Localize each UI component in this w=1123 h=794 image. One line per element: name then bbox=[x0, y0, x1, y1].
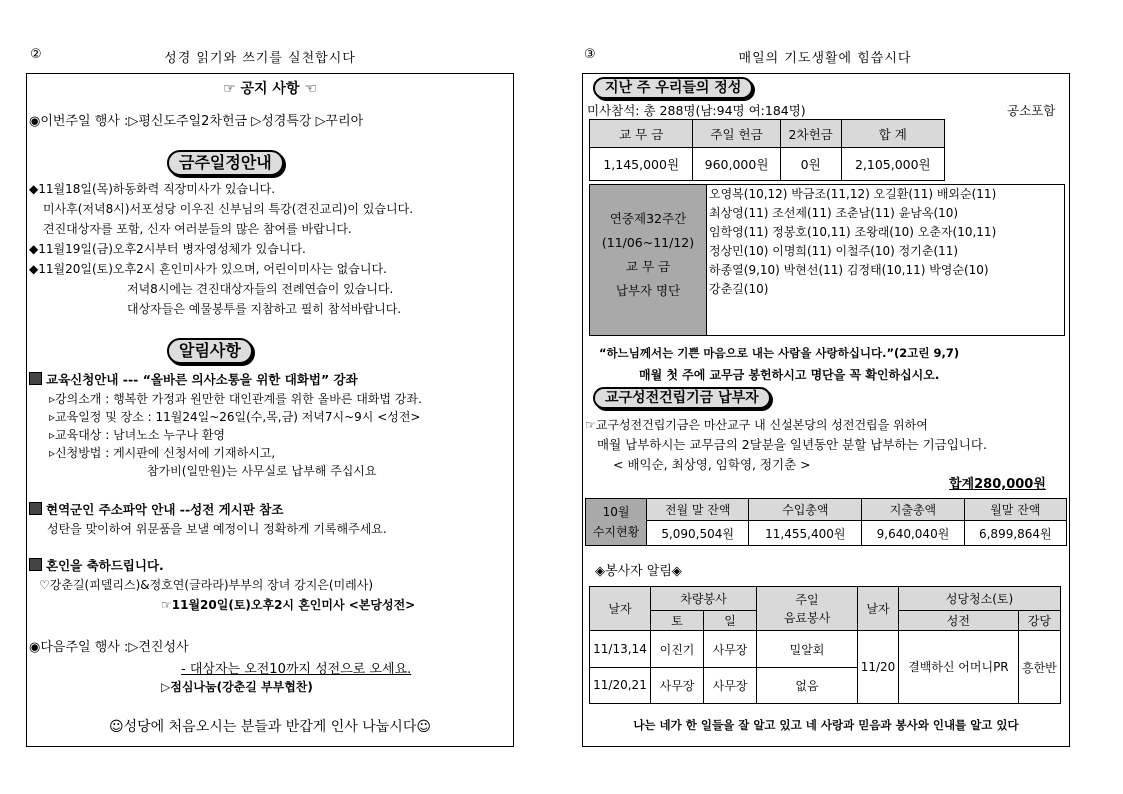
offering-header: 주일 헌금 bbox=[693, 120, 780, 148]
announce-title: 알림사항 bbox=[167, 338, 253, 364]
vol-sun: 사무장 bbox=[704, 667, 757, 703]
edu-item: ▹교육대상 : 남녀노소 누구나 환영 bbox=[49, 428, 226, 442]
next-week-events: ◉다음주일 행사 :▷견진성사 bbox=[29, 640, 189, 655]
finance-value: 11,455,400원 bbox=[749, 521, 862, 546]
finance-header: 지출총액 bbox=[862, 499, 964, 521]
bullet-box-icon bbox=[29, 372, 42, 385]
schedule-line: ◆11월20일(토)오후2시 혼인미사가 있으며, 어린이미사는 없습니다. bbox=[29, 262, 387, 276]
wedding-time: ☞11월20일(토)오후2시 혼인미사 <본당성전> bbox=[161, 598, 416, 612]
finance-value: 5,090,504원 bbox=[647, 521, 749, 546]
offering-header: 2차헌금 bbox=[780, 120, 841, 148]
soldier-title-text: 현역군인 주소파악 안내 --성전 게시판 참조 bbox=[46, 502, 284, 517]
vol-header: 성당청소(토) bbox=[899, 587, 1061, 611]
right-page bbox=[582, 73, 1070, 747]
vol-clean-date: 11/20 bbox=[858, 631, 899, 704]
schedule-title: 금주일정안내 bbox=[167, 150, 284, 176]
donor-line: 하종열(9,10) 박현선(11) 김정태(10,11) 박영순(10) bbox=[709, 263, 989, 277]
schedule-line: 저녁8시에는 견진대상자들의 전례연습이 있습니다. bbox=[127, 282, 394, 296]
notice-title: ☞ 공지 사항 ☜ bbox=[223, 81, 317, 97]
volunteer-title: ◈봉사자 알림◈ bbox=[595, 564, 682, 579]
offering-header: 합 계 bbox=[841, 120, 944, 148]
vol-header: 날자 bbox=[590, 587, 651, 631]
welcome-footer: ☺성당에 처음오시는 분들과 반갑게 인사 나눕시다☺ bbox=[109, 719, 431, 735]
donor-label-line: 납부자 명단 bbox=[615, 283, 681, 298]
donor-label bbox=[589, 184, 707, 336]
donor-line: 오영복(10,12) 박금조(11,12) 오길환(11) 배외순(11) bbox=[709, 187, 997, 201]
vol-sat: 사무장 bbox=[651, 667, 704, 703]
attendance: 미사참석: 총 288명(남:94명 여:184명) bbox=[587, 103, 806, 118]
building-names: < 배익순, 최상영, 임학영, 정기춘 > bbox=[613, 457, 811, 472]
finance-header: 전월 말 잔액 bbox=[647, 499, 749, 521]
donor-label-line: (11/06~11/12) bbox=[601, 235, 695, 250]
next-week-lunch: ▷점심나눔(강춘길 부부협찬) bbox=[161, 680, 313, 694]
quote-sub: 매월 첫 주에 교무금 봉헌하시고 명단을 꼭 확인하십시오. bbox=[639, 368, 940, 382]
edu-item: ▹신청방법 : 게시판에 신청서에 기재하시고, bbox=[49, 446, 276, 460]
schedule-line: 미사후(저녁8시)서포성당 이우진 신부님의 특강(견진교리)이 있습니다. bbox=[43, 202, 414, 216]
edu-item: 참가비(일만원)는 사무실로 납부해 주십시요 bbox=[147, 464, 377, 478]
page-header-title: 성경 읽기와 쓰기를 실천합시다 bbox=[164, 51, 356, 66]
attendance-note: 공소포함 bbox=[1007, 103, 1056, 118]
vol-date: 11/13,14 bbox=[590, 631, 651, 667]
building-text bbox=[597, 435, 987, 453]
donor-label-line: 교 무 금 bbox=[625, 259, 671, 274]
offering-value: 0원 bbox=[780, 148, 841, 181]
left-page bbox=[26, 73, 514, 747]
building-total: 합계280,000원 bbox=[949, 477, 1046, 492]
donor-line: 정상민(10) 이명희(11) 이철주(10) 정기춘(11) bbox=[709, 244, 959, 258]
wedding-title bbox=[29, 556, 164, 574]
vol-drink: 없음 bbox=[757, 667, 858, 703]
offering-header: 교 무 금 bbox=[590, 120, 693, 148]
finance-label bbox=[586, 499, 647, 546]
edu-title-text: 교육신청안내 --- “올바른 의사소통을 위한 대화법” 강좌 bbox=[46, 372, 358, 387]
schedule-line: 대상자들은 예물봉투를 지참하고 필히 참석바랍니다. bbox=[127, 302, 402, 316]
edu-title bbox=[29, 370, 358, 388]
donor-line: 임학영(11) 정봉호(10,11) 조왕래(10) 오춘자(10,11) bbox=[709, 225, 997, 239]
finance-value: 9,640,040원 bbox=[862, 521, 964, 546]
soldier-text: 성탄을 맞이하여 위문품을 보낼 예정이니 정확하게 기록해주세요. bbox=[47, 522, 387, 536]
schedule-line: ◆11월19일(금)오후2시부터 병자영성체가 있습니다. bbox=[29, 242, 306, 256]
vol-drink: 밀알회 bbox=[757, 631, 858, 667]
vol-sat: 이진기 bbox=[651, 631, 704, 667]
vol-clean-hall: 흥한반 bbox=[1018, 631, 1060, 704]
donor-line: 최상영(11) 조선제(11) 조춘남(11) 윤남옥(10) bbox=[709, 206, 959, 220]
next-week-note: - 대상자는 오전10까지 성전으로 오세요. bbox=[181, 662, 412, 677]
vol-header: 일 bbox=[704, 611, 757, 631]
offering-value: 1,145,000원 bbox=[590, 148, 693, 181]
offering-value: 960,000원 bbox=[693, 148, 780, 181]
donor-line: 강춘길(10) bbox=[709, 282, 769, 296]
finance-label-text: 수지현황 bbox=[592, 525, 640, 539]
offering-value: 2,105,000원 bbox=[841, 148, 944, 181]
building-text: ☞교구성전건립기금은 마산교구 내 신설본당의 성전건립을 위하여 bbox=[585, 418, 928, 432]
vol-header: 강당 bbox=[1018, 611, 1060, 631]
page-number: ③ bbox=[584, 47, 596, 62]
vol-header: 주일 음료봉사 bbox=[757, 587, 858, 631]
building-text-inner: 매월 납부하시는 교무금의 2달분을 일년동안 분할 납부하는 기금입니다. bbox=[597, 437, 987, 452]
this-week-events: ◉이번주일 행사 :▷평신도주일2차헌금 ▷성경특강 ▷꾸리아 bbox=[29, 114, 364, 129]
finance-header: 월말 잔액 bbox=[964, 499, 1066, 521]
vol-clean-sanctuary: 결백하신 어머니PR bbox=[899, 631, 1019, 704]
right-footer: 나는 네가 한 일들을 잘 알고 있고 네 사랑과 믿음과 봉사와 인내를 알고 있다 bbox=[633, 718, 1019, 732]
edu-item: ▹교육일정 및 장소 : 11월24일~26일(수,목,금) 저녁7시~9시 <성전> bbox=[49, 410, 421, 424]
finance-value: 6,899,864원 bbox=[964, 521, 1066, 546]
donor-label-line: 연중제32주간 bbox=[609, 211, 687, 226]
offering-table bbox=[589, 119, 945, 181]
wedding-text: ♡강춘길(피델리스)&정호연(글라라)부부의 장녀 강지은(미레사) bbox=[39, 578, 374, 592]
building-title: 교구성전건립기금 납부자 bbox=[593, 387, 771, 409]
table-row bbox=[590, 631, 1061, 667]
finance-table bbox=[585, 498, 1067, 546]
offering-title: 지난 주 우리들의 정성 bbox=[593, 77, 753, 99]
vol-header: 성전 bbox=[899, 611, 1019, 631]
finance-label-month: 10월 bbox=[602, 505, 630, 519]
finance-header: 수입총액 bbox=[749, 499, 862, 521]
bullet-box-icon bbox=[29, 558, 42, 571]
donor-list bbox=[706, 184, 1065, 336]
wedding-title-text: 혼인을 축하드립니다. bbox=[46, 558, 164, 573]
volunteer-table bbox=[589, 586, 1061, 704]
soldier-title bbox=[29, 500, 283, 518]
edu-item: ▹강의소개 : 행복한 가정과 원만한 대인관계를 위한 올바른 대화법 강좌. bbox=[49, 392, 422, 406]
vol-header: 날자 bbox=[858, 587, 899, 631]
bible-quote: “하느님께서는 기쁜 마음으로 내는 사람을 사랑하십니다.”(2고린 9,7) bbox=[599, 346, 960, 360]
page-header-title: 매일의 기도생활에 힘씁시다 bbox=[738, 51, 912, 66]
vol-header: 차량봉사 bbox=[651, 587, 757, 611]
vol-sun: 사무장 bbox=[704, 631, 757, 667]
schedule-line: 견진대상자를 포함, 신자 여러분들의 많은 참여를 바랍니다. bbox=[43, 222, 352, 236]
page-number: ② bbox=[30, 47, 42, 62]
bullet-box-icon bbox=[29, 502, 42, 515]
schedule-line: ◆11월18일(목)하동화력 직장미사가 있습니다. bbox=[29, 182, 276, 196]
vol-date: 11/20,21 bbox=[590, 667, 651, 703]
vol-header: 토 bbox=[651, 611, 704, 631]
